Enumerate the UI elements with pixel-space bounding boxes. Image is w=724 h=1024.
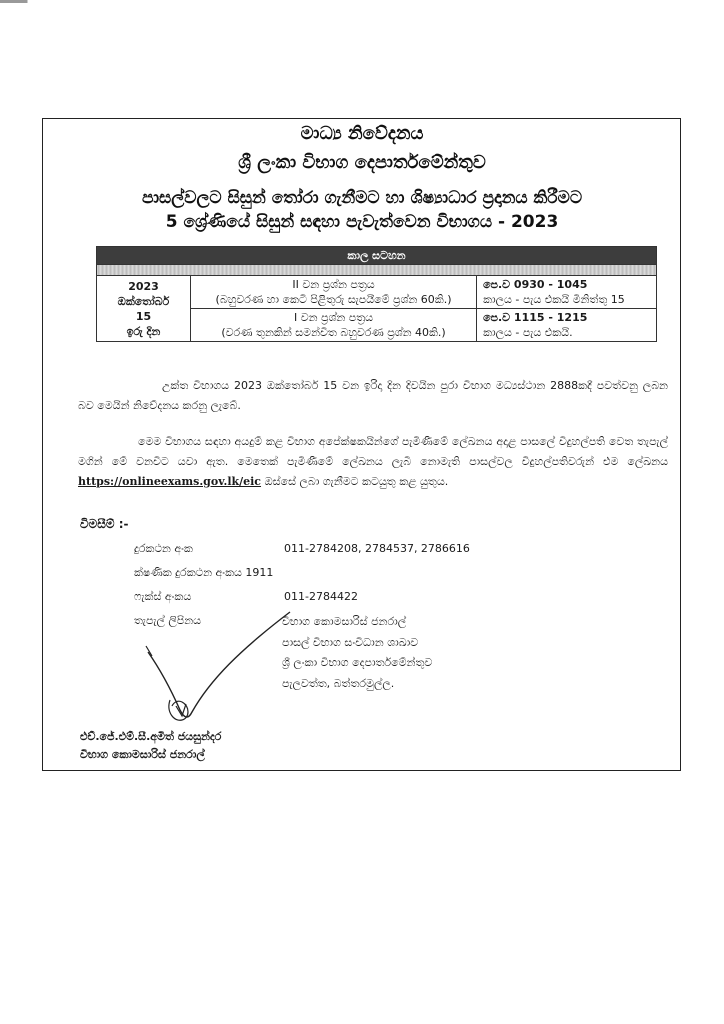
timetable-row: [97, 276, 657, 309]
paper-cell: [191, 276, 477, 309]
exam-weekday: ඉරු දින: [126, 324, 161, 338]
doc-heading-department: ශ්‍රී ලංකා විභාග දෙපාර්තමේන්තුව: [238, 152, 486, 173]
time-cell: [477, 309, 657, 342]
paper-title: I වන ප්‍රශ්න පත්‍රය: [293, 311, 374, 324]
signatory-name: එච්.ජේ.එම්.සී.අමිත් ජයසුන්දර: [80, 730, 222, 743]
fax-value: 011-2784422: [284, 590, 358, 603]
paper-cell: [191, 309, 477, 342]
hotline-label: ක්ෂණික දුරකථන අංකය 1911: [134, 566, 274, 579]
exam-year: 2023: [128, 279, 159, 293]
phone-value: 011-2784208, 2784537, 2786616: [284, 542, 470, 555]
paper-time: පෙ.ව 1115 - 1215: [483, 311, 588, 324]
doc-heading-exam-title: 5 ශ්‍රේණියේ සිසුන් සඳහා පැවැත්වෙන විභාගය - 2023: [165, 212, 559, 232]
enquiries-title: විමසීම් :-: [80, 517, 129, 531]
timetable-band: [97, 265, 657, 276]
paper-description: (බහුවරණ හා කෙටි පිළිතුරු සැපයීමේ ප්‍රශ්න 60කි.): [215, 293, 452, 306]
doc-heading-exam-purpose: පාසල්වලට සිසුන් තෝරා ගැනීමට හා ශිෂ්‍යාධාර ප්‍රදානය කිරීමට: [141, 188, 583, 208]
attendance-text-start: මෙම විභාගය සඳහා අයදුම් කළ විභාග අපේක්ෂකයින්ගේ පැමිණීමේ ලේඛනය අදාළ පාසලේ විදුහල්පති වෙත තැපැල් මගින් මේ වනවිට යවා ඇත. මෙතෙක් පැමිණීමේ ලේඛනය ලැබී නොමැති පාසල්වල විදුහල්පතිවරුන් එම ලේඛනය: [78, 435, 668, 468]
exam-month: ඔක්තෝබර්: [117, 294, 170, 308]
attendance-text-end: ඔස්සේ ලබා ගැනීමට කටයුතු කළ යුතුය.: [264, 475, 449, 488]
address-line: පැලවත්ත, බත්තරමුල්ල.: [282, 676, 395, 690]
exam-day: 15: [135, 309, 152, 323]
online-exams-link[interactable]: https://onlineexams.gov.lk/eic: [78, 475, 262, 488]
timetable: [96, 246, 657, 342]
handwritten-signature: [140, 600, 310, 730]
doc-heading-media-release: මාධ්‍ය නිවේදනය: [300, 123, 424, 144]
scan-edge-mark: [0, 0, 46, 3]
time-cell: [477, 276, 657, 309]
attendance-sheet-paragraph: [78, 432, 668, 492]
address-line: පාසල් විභාග සංවිධාන ශාඛාව: [282, 635, 419, 649]
fax-label: ෆැක්ස් අංකය: [134, 590, 192, 603]
paper-duration: කාලය - පැය එකයි.: [483, 326, 573, 339]
address-line: ශ්‍රී ලංකා විභාග දෙපාර්තමේන්තුව: [282, 656, 433, 669]
phone-label: දුරකථන අංක: [134, 542, 193, 555]
paper-title: II වන ප්‍රශ්න පත්‍රය: [292, 278, 375, 291]
exam-date-cell: [97, 276, 191, 342]
paper-time: පෙ.ව 0930 - 1045: [483, 278, 588, 291]
address-line: විභාග කොමසාරිස් ජනරාල්: [282, 615, 407, 628]
exam-announcement-paragraph: උක්ත විභාගය 2023 ඔක්තෝබර් 15 වන ඉරිදා දින දිවයින පුරා විභාග මධ්‍යස්ථාන 2888කදී පවත්වනු ලබන බව මෙයින් නිවේදනය කරනු ලැබේ.: [78, 379, 668, 412]
timetable-caption: කාල සටහන: [97, 247, 657, 265]
postal-label: තැපැල් ලිපිනය: [134, 614, 202, 627]
paper-description: (වරණ තුනකින් සමන්විත බහුවරණ ප්‍රශ්න 40කි.): [221, 326, 446, 339]
paper-duration: කාලය - පැය එකයි මිනිත්තු 15: [483, 293, 625, 306]
signatory-block: [80, 728, 221, 764]
signatory-title: විභාග කොමසාරිස් ජනරාල්: [80, 748, 205, 761]
